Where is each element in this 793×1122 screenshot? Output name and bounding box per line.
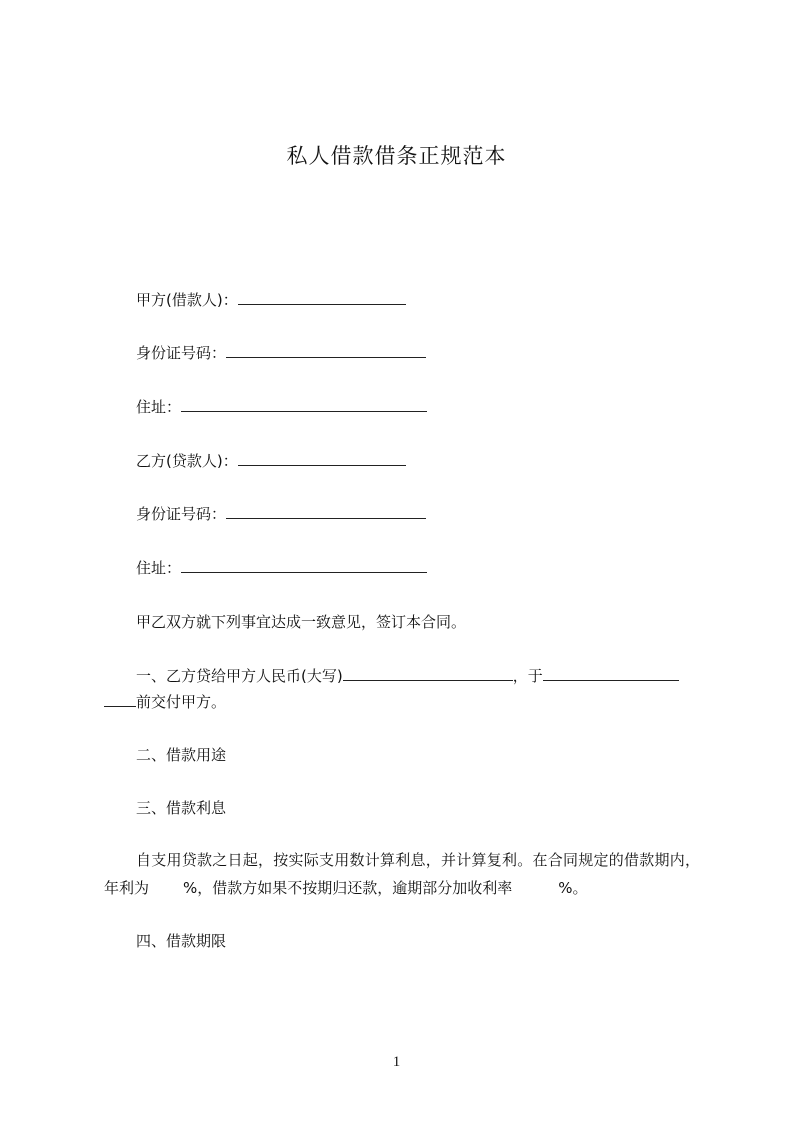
party-b-address-label: 住址： xyxy=(136,559,182,577)
clause-1-part-2: ，于 xyxy=(512,667,543,685)
clause-1-part-3: 前交付甲方。 xyxy=(136,693,227,711)
page-number: 1 xyxy=(392,1054,401,1070)
party-b-id-blank[interactable] xyxy=(226,504,426,519)
clause-1-line-1 xyxy=(136,666,679,686)
clause-3-heading: 三、借款利息 xyxy=(136,799,227,817)
party-b-address-row xyxy=(136,558,427,578)
party-a-blank[interactable] xyxy=(238,290,406,305)
party-b-blank[interactable] xyxy=(238,451,406,466)
clause-3-body-part-2: %，借款方如果不按期归还款，逾期部分加收利率 xyxy=(183,879,513,897)
page-title: 私人借款借条正规范本 xyxy=(286,144,507,168)
party-b-address-blank[interactable] xyxy=(181,558,427,573)
party-a-id-row xyxy=(136,343,426,363)
party-a-id-blank[interactable] xyxy=(226,343,426,358)
clause-4-heading: 四、借款期限 xyxy=(136,932,227,950)
loan-amount-blank[interactable] xyxy=(343,666,513,681)
party-b-row xyxy=(136,451,406,471)
party-b-id-label: 身份证号码： xyxy=(136,505,227,523)
clause-3-body-part-3: %。 xyxy=(558,879,588,897)
clause-3-body xyxy=(104,846,700,902)
party-a-row xyxy=(136,290,406,310)
party-a-address-label: 住址： xyxy=(136,398,182,416)
clause-1-part-1: 一、乙方贷给甲方人民币(大写) xyxy=(136,667,343,685)
clause-3-body-part-1: 自支用贷款之日起，按实际支用数计算利息，并计算复利。在合同规定的借款期内，年利为 xyxy=(104,851,700,897)
party-a-address-blank[interactable] xyxy=(181,397,427,412)
delivery-date-blank[interactable] xyxy=(543,666,679,681)
party-a-address-row xyxy=(136,397,427,417)
party-a-label: 甲方(借款人)： xyxy=(136,291,238,309)
clause-1-line-2 xyxy=(104,692,226,712)
clause-2-heading: 二、借款用途 xyxy=(136,746,227,764)
party-b-label: 乙方(贷款人)： xyxy=(136,452,238,470)
party-a-id-label: 身份证号码： xyxy=(136,344,227,362)
agreement-intro: 甲乙双方就下列事宜达成一致意见，签订本合同。 xyxy=(136,613,467,631)
delivery-date-blank-continued[interactable] xyxy=(104,692,136,707)
party-b-id-row xyxy=(136,504,426,524)
